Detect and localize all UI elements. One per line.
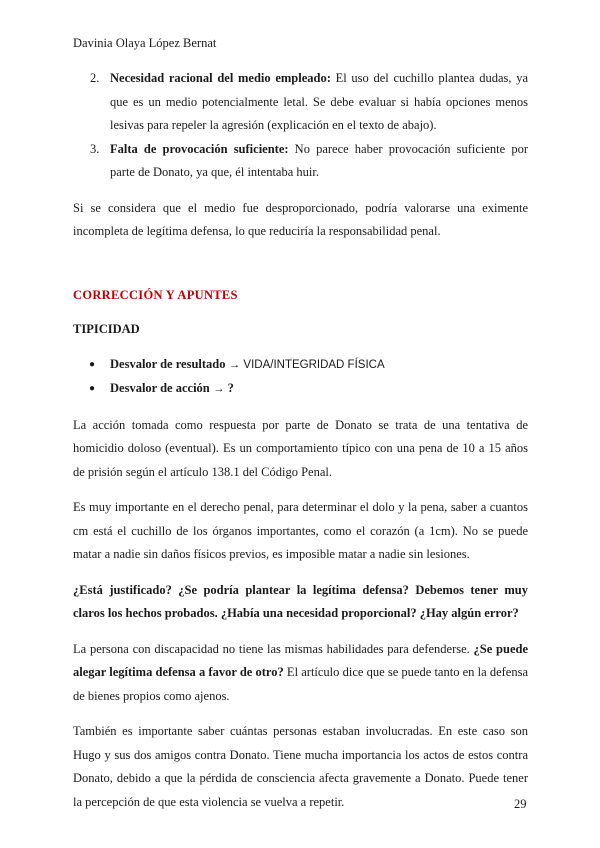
page-body — [73, 67, 528, 814]
bullet-rest: VIDA/INTEGRIDAD FÍSICA — [243, 358, 385, 371]
bullet-icon: ● — [89, 358, 96, 370]
list-item — [73, 67, 528, 138]
criterion-title: Falta de provocación suficiente: — [110, 141, 289, 156]
bullet-icon: ● — [89, 383, 96, 394]
list-item — [73, 138, 528, 185]
paragraph-tentativa: La acción tomada como respuesta por parte de Donato se trata de una tentativa de homicidio doloso (eventual). Es un comportamiento típico con una pena de 10 a 15 años de prisión según el artículo 138.1 del Código Penal. — [73, 417, 528, 479]
bullet-list — [73, 353, 528, 402]
criterion-text: El uso del cuchillo plantea dudas, ya que es un medio potencialmente letal. Se debe evaluar si había opciones menos lesivas para repeler la agresión (explicación en el texto de abajo). — [110, 71, 528, 132]
bullet-bold: Desvalor de resultado — [110, 356, 226, 371]
p4-end: El artículo dice que se puede tanto en la defensa de bienes propios como ajenos. — [73, 665, 528, 703]
paragraph-cuchillo: Es muy importante en el derecho penal, para determinar el dolo y la pena, saber a cuantos cm está el cuchillo de los órganos importantes, como el corazón (a 1cm). No se puede matar a nadie sin daños físicos previos, es imposible matar a nadie sin lesiones. — [73, 500, 528, 561]
arrow-icon: → — [209, 383, 228, 395]
questions-text: ¿Está justificado? ¿Se podría plantear la legítima defensa? Debemos tener muy claros los hechos probados. ¿Había una necesidad proporcional? ¿Hay algún error? — [73, 582, 528, 620]
arrow-icon: → — [225, 358, 244, 371]
conclusion-paragraph: Si se considera que el medio fue desproporcionado, podría valorarse una eximente incompleta de legítima defensa, lo que reduciría la responsabilidad penal. — [73, 200, 528, 238]
list-number: 2. — [90, 71, 100, 85]
list-item — [73, 377, 528, 402]
section-title: CORRECCIÓN Y APUNTES — [73, 287, 238, 302]
page-number: 29 — [514, 797, 527, 811]
p4-bold: ¿Se puede alegar legítima defensa a favor de otro? — [73, 641, 528, 679]
paragraph-questions — [73, 579, 528, 626]
list-number: 3. — [90, 141, 100, 156]
page-header-author: Davinia Olaya López Bernat — [73, 36, 217, 50]
bullet-rest: ? — [227, 381, 234, 395]
bullet-bold: Desvalor de acción — [110, 381, 210, 395]
paragraph-discapacidad — [73, 638, 528, 709]
list-item — [73, 353, 528, 378]
subsection-title: TIPICIDAD — [73, 322, 140, 336]
criterion-title: Necesidad racional del medio empleado: — [110, 71, 331, 85]
criteria-list — [73, 67, 528, 185]
p4-start: La persona con discapacidad no tiene las mismas habilidades para defenderse. — [73, 641, 474, 656]
paragraph-personas: También es importante saber cuántas personas estaban involucradas. En este caso son Hugo y sus dos amigos contra Donato. Tiene mucha importancia los actos de estos contra Donato, debido a que la pérdida de consciencia afecta gravemente a Donato. Puede tener la percepción de que esta violencia se vuelva a repetir. — [73, 724, 528, 809]
criterion-text: No parece haber provocación suficiente por parte de Donato, ya que, él intentaba huir. — [110, 141, 528, 179]
